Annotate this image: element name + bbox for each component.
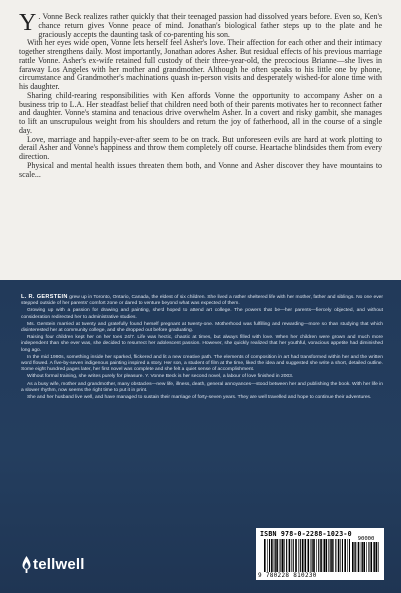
synopsis-paragraph-2: With her eyes wide open, Vonne lets herself feel Asher's love. Their affection for each other and their intimacy together strengthens daily. Most importantly, Jonathan adores Asher. But residual effects of his previous marriage rattle Vonne. Asher's ex-wife retained full custody of their three-year-old, the precocious Brianne—she lives in faraway Los Angeles with her mother and grandmother. Although he often speaks to his little one by phone, circumstance and Grandmother's machinations quash in-person visits and desperately wished-for alone time with his daughter. (19, 38, 382, 91)
publisher-logo (20, 555, 85, 574)
drop-cap: Y (19, 10, 37, 36)
publisher-name: tellwell (33, 556, 85, 573)
bio-paragraph-7: As a busy wife, mother and grandmother, many obstacles—new life, illness, death, general annoyances—stood between her and publishing the book. With her life in a slower rhythm, now seems the right time to put it in print. (21, 381, 383, 393)
synopsis-paragraph-4: Love, marriage and happily-ever-after seem to be on track. But unforeseen evils are hard at work plotting to derail Asher and Vonne's happiness and throw them completely off course. Heartache blindsides them from every direction. (19, 134, 382, 161)
barcode-bars (264, 539, 350, 572)
synopsis-section (0, 0, 401, 280)
bio-paragraph-8: She and her husband live well, and have managed to sustain their marriage of forty-seven years. They are well travelled and hope to continue their adventures. (27, 395, 372, 401)
bio-paragraph-1: L. R. GERSTEIN grew up in Toronto, Ontario, Canada, the eldest of six children. She lived a rather sheltered life with her mother, father and siblings. No one ever stepped outside of her parents' comfort zone or dared to venture beyond what was expected of them. (21, 294, 384, 307)
isbn-barcode (256, 528, 384, 580)
barcode-addon-bars (352, 542, 380, 572)
bio-paragraph-4: Raising four children kept her on her toes 24/7. Life was hectic, chaotic at times, but always filled with love. When her children were grown and much more independent than she ever was, she decided to resurrect her adolescent passion. However, she quickly realized that her youthful, voracious appetite had diminished long ago. (21, 335, 383, 353)
tellwell-logo-icon (20, 555, 33, 574)
barcode-digits: 9 780228 810230 (258, 572, 317, 579)
synopsis-paragraph-3: Sharing child-rearing responsibilities with Ken affords Vonne the opportunity to accompany Asher on a business trip to L.A. Her steadfast belief that children need both of their parents motivates her to reconnect father and daughter. Vonne's stamina and tenacious drive overwhelm Asher. In a covert and risky gambit, she manages to lift an unscrupulous weight from his shoulders and return the joy of fatherhood, all in the course of a single day. (19, 90, 382, 135)
barcode-addon-number: 90000 (357, 536, 375, 542)
bio-paragraph-3: Ms. Gerstein married at twenty and gratefully found herself pregnant at twenty-one. Motherhood was fulfilling and rewarding—more so than studying that which disinterested her at community college, and she dropped out before graduating. (21, 321, 383, 334)
bio-paragraph-5: In the mid 1990s, something inside her sparked, flickered and lit a new creative path. The elements of composition in art had transformed within her and the written word flowed. A five-by-seven indigenous painting inspired a story. Her son, a student of film at the time, liked the idea and suggested she write a short, detailed outline. Some eight hundred pages later, her first novel was complete and she felt a quiet sense of accomplishment. (21, 354, 383, 373)
bio-paragraph-2: Growing up with a passion for drawing and painting, she'd hoped to attend art college. The powers that be—her parents—fiercely objected, and without consideration redirected her to administrative studies. (21, 308, 383, 320)
author-name: L. R. GERSTEIN (21, 294, 68, 300)
isbn-number: ISBN 978-0-2288-1023-0 (260, 530, 352, 538)
bio-paragraph-6: Without formal training, she writes purely for pleasure. Y. Vonne Beck is her second novel, a labour of love finished in 2003. (27, 374, 294, 380)
synopsis-paragraph-5: Physical and mental health issues threaten them both, and Vonne and Asher discover they have mountains to scale... (19, 160, 382, 179)
synopsis-paragraph-1: Y . Vonne Beck realizes rather quickly that their teenaged passion had dissolved years before. Even so, Ken's chance return gives Vonne peace of mind. Jonathan's biological father steps up to the plate and he graciously accepts the daunting task of co-parenting his son. (19, 10, 382, 39)
